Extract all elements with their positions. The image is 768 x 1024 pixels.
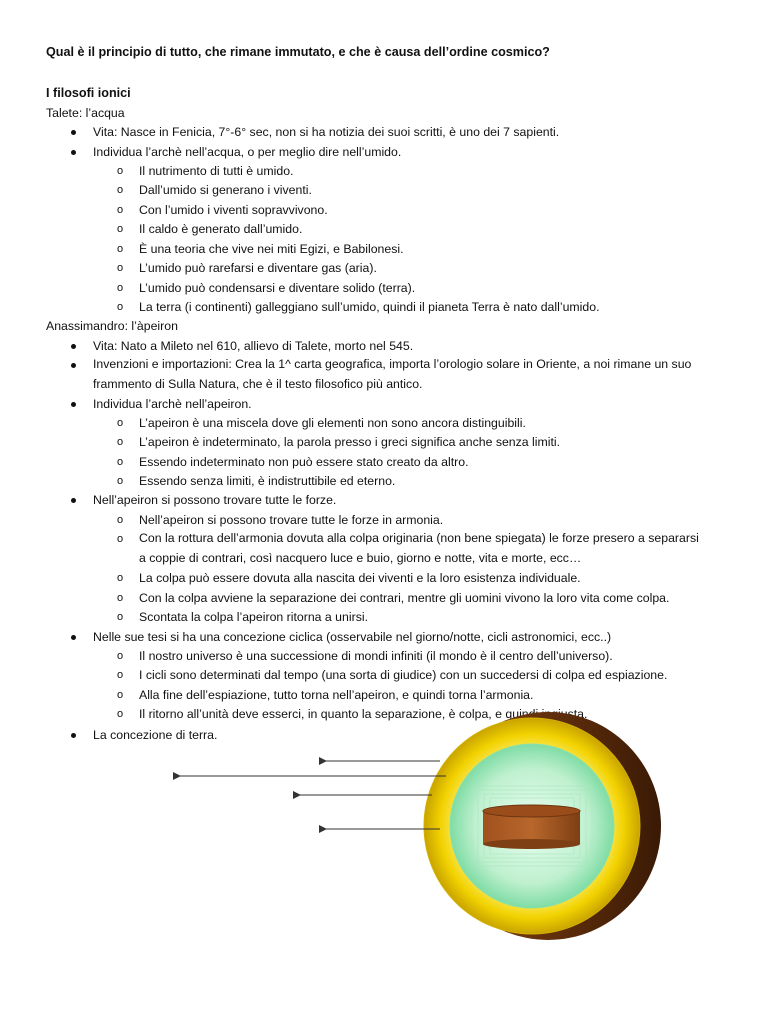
ciclica-sub-item: Il nostro universo è una successione di mondi infiniti (il mondo è il centro dell’universo).	[139, 649, 613, 663]
talete-sub-item: L’umido può condensarsi e diventare solido (terra).	[139, 281, 416, 295]
arche-sub-item: L’apeiron è una miscela dove gli elementi non sono ancora distinguibili.	[139, 416, 526, 430]
ciclica-sub-item: I cicli sono determinati dal tempo (una sorta di giudice) con un succedersi di colpa ed espiazione.	[139, 668, 668, 682]
sub-marker: o	[117, 514, 124, 526]
arche-sub-item: Essendo indeterminato non può essere stato creato da altro.	[139, 455, 469, 469]
sub-marker: o	[117, 592, 124, 604]
sub-marker: o	[117, 708, 124, 720]
anassimandro-heading: Anassimandro: l’àpeiron	[46, 319, 178, 333]
arche-sub-item: Essendo senza limiti, è indistruttibile ed eterno.	[139, 474, 396, 488]
sub-marker: o	[117, 533, 124, 545]
forze-sub-item: Nell’apeiron si possono trovare tutte le forze in armonia.	[139, 513, 444, 527]
sub-marker: o	[117, 436, 124, 448]
section-title: I filosofi ionici	[46, 86, 131, 100]
talete-vita: Vita: Nasce in Fenicia, 7°-6° sec, non si ha notizia dei suoi scritti, è uno dei 7 sapienti.	[93, 125, 560, 139]
anassimandro-ciclica: Nelle sue tesi si ha una concezione ciclica (osservabile nel giorno/notte, cicli astronomici, ecc..)	[93, 630, 612, 644]
ciclica-sub-item: Il ritorno all’unità deve esserci, in quanto la separazione, è colpa, e quindi ingiusta.	[139, 707, 588, 721]
anassimandro-invenzioni: Invenzioni e importazioni: Crea la 1^ carta geografica, importa l’orologio solare in Oriente, a noi rimane un suo frammento di Sulla Natura, che è il testo filosofico più antico.	[93, 357, 692, 391]
ciclica-sub-item: Alla fine dell’espiazione, tutto torna nell’apeiron, e quindi torna l’armonia.	[139, 688, 534, 702]
anassimandro-terra: La concezione di terra.	[93, 728, 218, 742]
talete-sub-item: L’umido può rarefarsi e diventare gas (aria).	[139, 261, 377, 275]
page-question: Qual è il principio di tutto, che rimane immutato, e che è causa dell’ordine cosmico?	[46, 45, 550, 59]
sub-marker: o	[117, 282, 124, 294]
forze-sub-item: La colpa può essere dovuta alla nascita dei viventi e la loro esistenza individuale.	[139, 571, 581, 585]
anassimandro-vita: Vita: Nato a Mileto nel 610, allievo di Talete, morto nel 545.	[93, 339, 414, 353]
talete-heading: Talete: l’acqua	[46, 106, 125, 120]
sub-marker: o	[117, 243, 124, 255]
talete-arche: Individua l’archè nell’acqua, o per meglio dire nell’umido.	[93, 145, 402, 159]
anassimandro-arche: Individua l’archè nell’apeiron.	[93, 397, 252, 411]
arrows	[180, 761, 446, 829]
talete-sub-item: Dall’umido si generano i viventi.	[139, 183, 312, 197]
sub-marker: o	[117, 204, 124, 216]
forze-sub-item: Con la rottura dell’armonia dovuta alla colpa originaria (non bene spiegata) le forze presero a separarsi a coppie di contrari, così nacquero luce e buio, giorno e notte, vita e morte, ecc…	[139, 531, 699, 565]
forze-sub-item: Con la colpa avviene la separazione dei contrari, mentre gli uomini vivono la loro vita come colpa.	[139, 591, 670, 605]
talete-sub-item: La terra (i continenti) galleggiano sull’umido, quindi il pianeta Terra è nato dall’umido.	[139, 300, 600, 314]
talete-sub-item: Il nutrimento di tutti è umido.	[139, 164, 294, 178]
sub-marker: o	[117, 689, 124, 701]
sub-marker: o	[117, 417, 124, 429]
talete-sub-item: Il caldo è generato dall’umido.	[139, 222, 303, 236]
sub-marker: o	[117, 184, 124, 196]
sub-marker: o	[117, 301, 124, 313]
sub-marker: o	[117, 669, 124, 681]
arche-sub-item: L’apeiron è indeterminato, la parola presso i greci significa anche senza limiti.	[139, 435, 561, 449]
talete-sub-item: È una teoria che vive nei miti Egizi, e Babilonesi.	[139, 242, 404, 256]
sub-marker: o	[117, 223, 124, 235]
sub-marker: o	[117, 262, 124, 274]
sub-marker: o	[117, 650, 124, 662]
earth-disk	[483, 805, 580, 849]
sub-marker: o	[117, 611, 124, 623]
talete-sub-item: Con l’umido i viventi sopravvivono.	[139, 203, 328, 217]
forze-sub-item: Scontata la colpa l’apeiron ritorna a unirsi.	[139, 610, 368, 624]
anassimandro-forze: Nell’apeiron si possono trovare tutte le forze.	[93, 493, 337, 507]
sub-marker: o	[117, 456, 124, 468]
sub-marker: o	[117, 475, 124, 487]
sub-marker: o	[117, 165, 124, 177]
sub-marker: o	[117, 572, 124, 584]
